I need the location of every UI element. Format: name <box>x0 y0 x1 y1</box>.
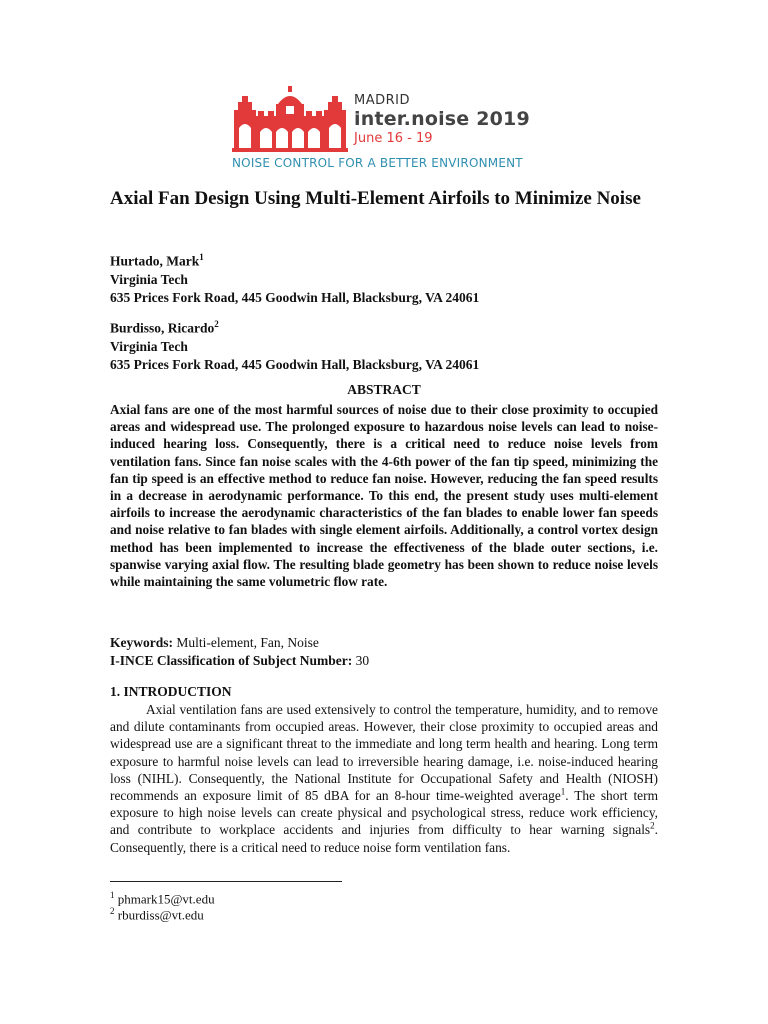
classification-line <box>110 652 658 670</box>
author-name-line <box>110 248 670 271</box>
introduction-text: . The short term exposure to high noise levels can create physical and psychological stress, reduce work efficiency, and contribute to workplace accidents and injuries from difficulty to hear warning signals <box>110 788 658 838</box>
introduction-paragraph <box>110 701 658 856</box>
author-address: 635 Prices Fork Road, 445 Goodwin Hall, Blacksburg, VA 24061 <box>110 356 480 372</box>
conference-name: inter.noise 2019 <box>354 108 530 130</box>
conference-city: MADRID <box>354 93 410 108</box>
paper-title: Axial Fan Design Using Multi-Element Airfoils to Minimize Noise <box>110 188 641 209</box>
reference-mark: 2 <box>650 820 655 831</box>
author-affiliation: Virginia Tech <box>110 338 188 354</box>
abstract-heading: ABSTRACT <box>347 382 421 397</box>
classification-value: 30 <box>355 653 370 668</box>
conference-banner <box>230 86 550 176</box>
introduction-text: . Consequently, there is a critical need to reduce noise form ventilation fans. <box>110 822 658 855</box>
author-name-line <box>110 315 670 338</box>
keywords-label: Keywords: <box>110 635 173 650</box>
author-name: Burdisso, Ricardo <box>110 320 215 336</box>
footnote-email[interactable]: phmark15@vt.edu <box>117 891 215 907</box>
conference-motto: NOISE CONTROL FOR A BETTER ENVIRONMENT <box>232 156 523 170</box>
author-footnote-mark: 1 <box>199 252 204 262</box>
author-address: 635 Prices Fork Road, 445 Goodwin Hall, Blacksburg, VA 24061 <box>110 289 480 305</box>
author-affiliation: Virginia Tech <box>110 271 188 287</box>
author-block <box>110 248 670 307</box>
keywords-block <box>110 634 658 670</box>
footnote-mark: 1 <box>110 890 115 900</box>
footnote-mark: 2 <box>110 906 115 916</box>
author-footnote-mark: 2 <box>214 319 219 329</box>
introduction-text: Axial ventilation fans are used extensively to control the temperature, humidity, and to remove and dilute contaminants from occupied areas. However, their close proximity to occupied areas and widespread use are a significant threat to the immediate and long term health and hearing. Long term exposure to harmful noise levels can lead to irreversible hearing damage, i.e. noise-induced hearing loss (NIHL). Consequently, the National Institute for Occupational Safety and Health (NIOSH) recommends an exposure limit of 85 dBA for an 8-hour time-weighted average <box>110 702 658 804</box>
author-block <box>110 315 670 374</box>
reference-mark: 1 <box>560 786 566 797</box>
author-name: Hurtado, Mark <box>110 253 200 269</box>
conference-dates: June 16 - 19 <box>354 131 433 146</box>
footnote <box>110 903 410 923</box>
introduction-heading: 1. INTRODUCTION <box>110 684 232 699</box>
palace-logo <box>230 86 350 156</box>
keywords-line <box>110 634 658 652</box>
abstract-text: Axial fans are one of the most harmful sources of noise due to their close proximity to occupied areas and widespread use. The prolonged exposure to hazardous noise levels can lead to noise-induced hearing loss. Consequently, there is a critical need to reduce noise levels from ventilation fans. Since fan noise scales with the 4-6th power of the fan tip speed, minimizing the fan tip speed is an effective method to reduce fan noise. However, reducing the fan speed results in a decrease in aerodynamic performance. To this end, the present study uses multi-element airfoils to increase the aerodynamic characteristics of the fan blades to enable lower fan speeds and noise relative to fan blades with single element airfoils. Additionally, a control vortex design method has been implemented to increase the effectiveness of the blade outer sections, i.e. spanwise varying axial flow. The resulting blade geometry has been shown to reduce noise levels while maintaining the same volumetric flow rate. <box>110 402 658 590</box>
classification-label: I-INCE Classification of Subject Number: <box>110 653 353 668</box>
keywords-value: Multi-element, Fan, Noise <box>176 635 319 650</box>
footnote-email[interactable]: rburdiss@vt.edu <box>117 907 204 923</box>
footnote-divider <box>110 881 342 882</box>
